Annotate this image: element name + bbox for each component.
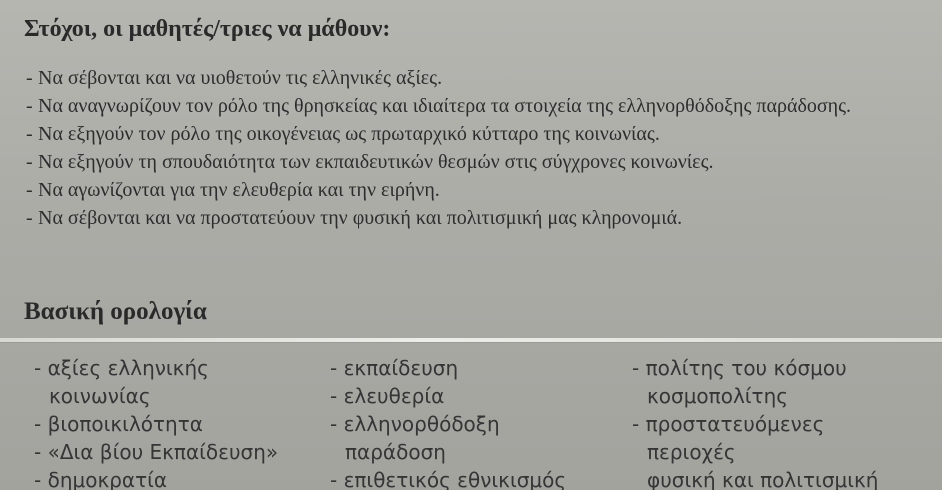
terms-heading: Βασική ορολογία — [24, 298, 207, 325]
term-item: - πολίτης του κόσμου — [632, 354, 932, 382]
term-item: - επιθετικός εθνικισμός — [330, 466, 630, 490]
objective-item: - Να εξηγούν τον ρόλο της οικογένειας ως πρωταρχικό κύτταρο της κοινωνίας. — [26, 120, 936, 148]
term-item-continuation: φυσική και πολιτισμική — [647, 468, 879, 490]
objectives-list — [26, 64, 936, 232]
objectives-heading: Στόχοι, οι μαθητές/τριες να μάθουν: — [24, 16, 391, 42]
term-item: - δημοκρατία — [34, 466, 324, 490]
terms-column-1 — [34, 354, 324, 490]
term-item-continuation: παράδοση — [345, 440, 446, 464]
term-item: - «Δια βίου Εκπαίδευση» — [34, 438, 324, 466]
term-item: - ελληνορθόδοξη — [330, 410, 630, 438]
objective-item: - Να σέβονται και να υιοθετούν τις ελληνικές αξίες. — [26, 64, 936, 92]
objective-item: - Να σέβονται και να προστατεύουν την φυσική και πολιτισμική μας κληρονομιά. — [26, 204, 936, 232]
objective-item: - Να εξηγούν τη σπουδαιότητα των εκπαιδευτικών θεσμών στις σύγχρονες κοινωνίες. — [26, 148, 936, 176]
term-item: - βιοποικιλότητα — [34, 410, 324, 438]
term-item: - αξίες ελληνικής — [34, 354, 324, 382]
section-divider — [0, 338, 942, 342]
term-item-continuation: κοινωνίας — [49, 384, 151, 408]
term-item-continuation: περιοχές — [647, 440, 736, 464]
objective-item: - Να αναγνωρίζουν τον ρόλο της θρησκείας και ιδιαίτερα τα στοιχεία της ελληνορθόδοξης παράδοσης. — [26, 92, 942, 120]
term-item: - προστατευόμενες — [632, 410, 932, 438]
objective-item: - Να αγωνίζονται για την ελευθερία και την ειρήνη. — [26, 176, 936, 204]
term-item: - εκπαίδευση — [330, 354, 630, 382]
terms-column-2 — [330, 354, 630, 490]
term-item: - ελευθερία — [330, 382, 630, 410]
term-item-continuation: κοσμοπολίτης — [647, 384, 788, 408]
terms-column-3 — [632, 354, 932, 490]
